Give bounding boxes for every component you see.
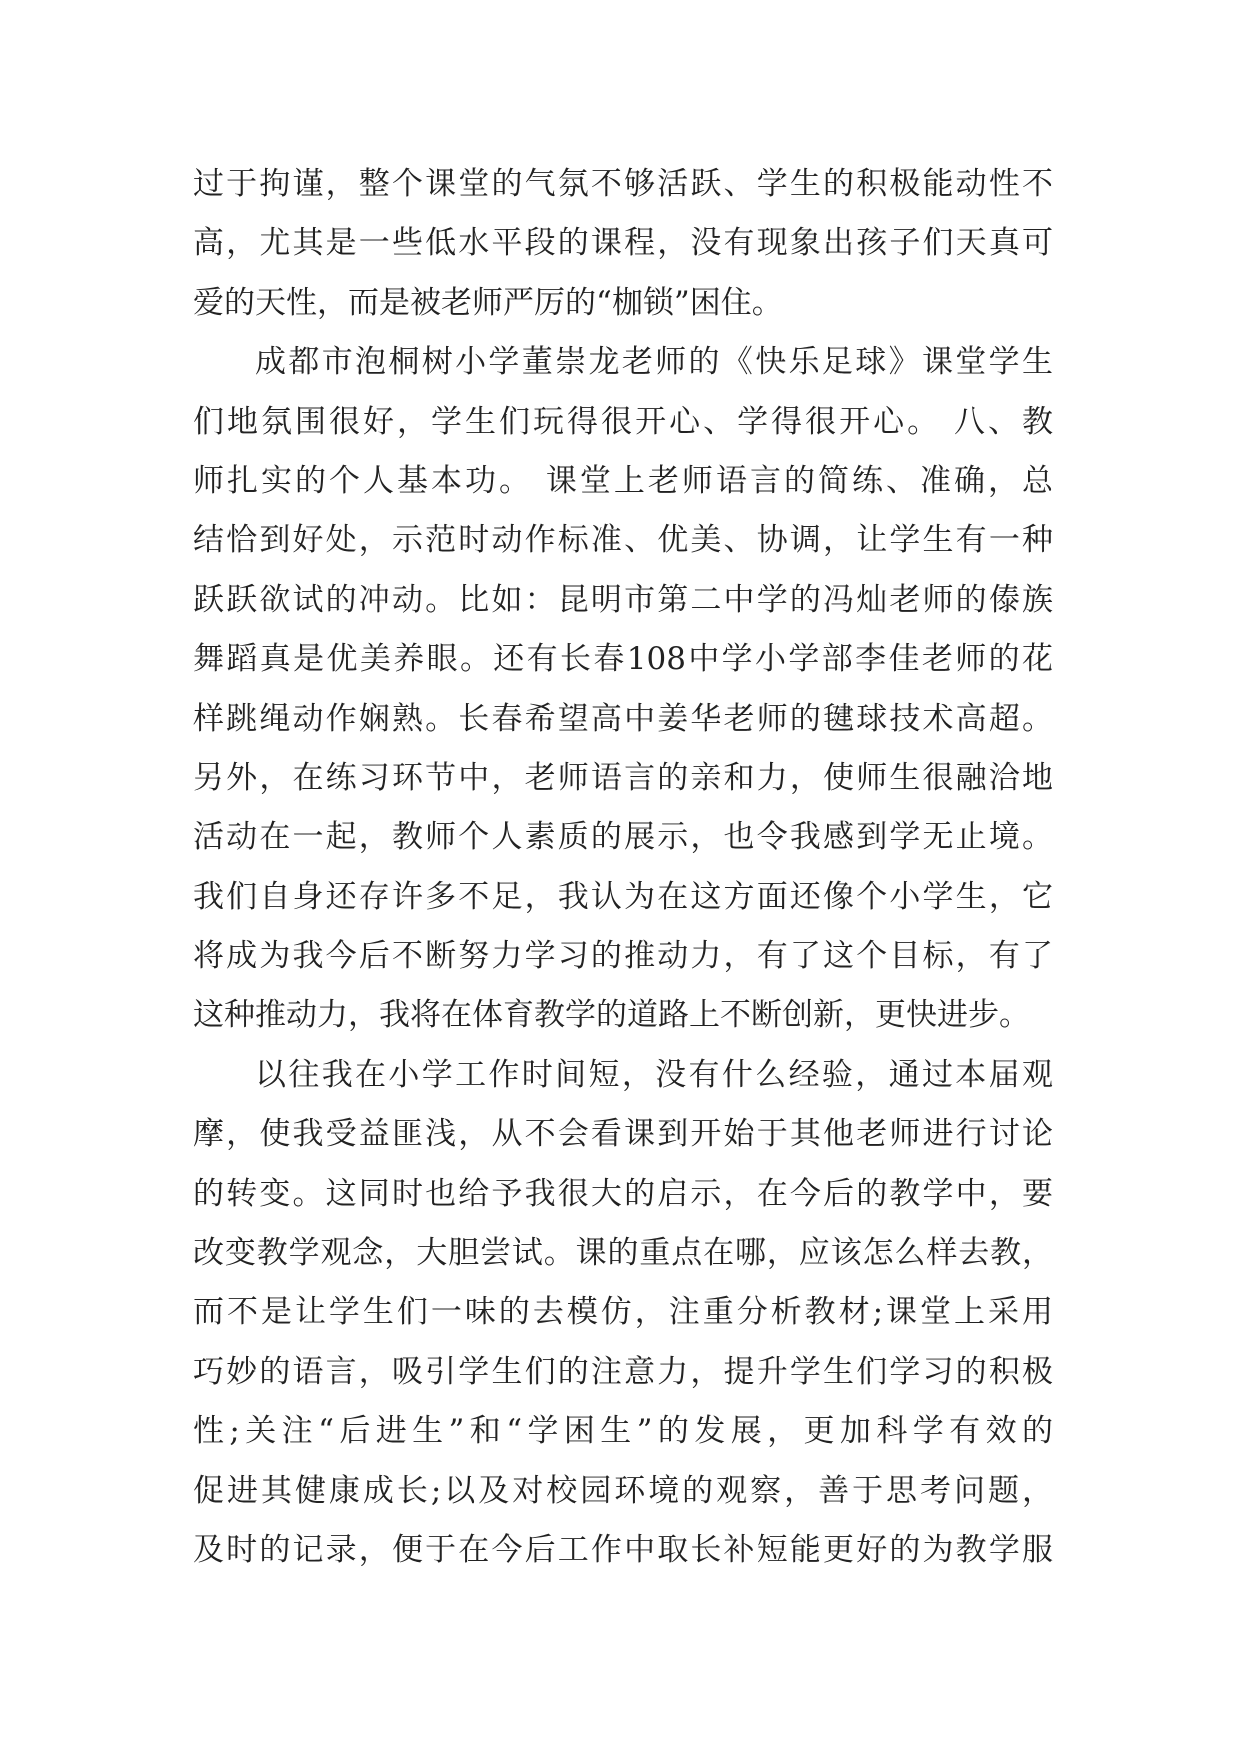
text-line: 我们自身还存许多不足，我认为在这方面还像个小学生，它 [193, 878, 1053, 915]
text-line: 改变教学观念，大胆尝试。课的重点在哪，应该怎么样去教， [193, 1235, 1053, 1272]
text-line: 爱的天性，而是被老师严厉的“枷锁”困住。 [193, 284, 783, 321]
text-line: 跃跃欲试的冲动。比如：昆明市第二中学的冯灿老师的傣族 [193, 581, 1053, 618]
text-line: 活动在一起，教师个人素质的展示，也令我感到学无止境。 [193, 819, 1053, 856]
text-line: 师扎实的个人基本功。 课堂上老师语言的简练、准确，总 [193, 462, 1053, 499]
text-line: 巧妙的语言，吸引学生们的注意力，提升学生们学习的积极 [193, 1353, 1053, 1390]
text-line: 另外，在练习环节中，老师语言的亲和力，使师生很融洽地 [193, 759, 1053, 796]
text-line: 的转变。这同时也给予我很大的启示，在今后的教学中，要 [193, 1175, 1053, 1212]
text-line: 而不是让学生们一味的去模仿，注重分析教材;课堂上采用 [193, 1294, 1053, 1331]
text-line: 摩，使我受益匪浅，从不会看课到开始于其他老师进行讨论 [193, 1116, 1053, 1153]
paragraph [193, 333, 1053, 1046]
text-line: 及时的记录，便于在今后工作中取长补短能更好的为教学服 [193, 1531, 1053, 1568]
text-line: 这种推动力，我将在体育教学的道路上不断创新，更快进步。 [193, 997, 1030, 1034]
text-line: 过于拘谨，整个课堂的气氛不够活跃、学生的积极能动性不 [193, 166, 1053, 202]
paragraph [193, 1046, 1053, 1581]
text-line: 样跳绳动作娴熟。长春希望高中姜华老师的毽球技术高超。 [193, 700, 1053, 737]
paragraph [193, 155, 1053, 333]
text-line: 促进其健康成长;以及对校园环境的观察，善于思考问题， [193, 1472, 1053, 1509]
text-line: 性;关注“后进生”和“学困生”的发展，更加科学有效的 [193, 1413, 1053, 1450]
text-line: 以往我在小学工作时间短，没有什么经验，通过本届观 [255, 1056, 1053, 1093]
text-line: 舞蹈真是优美养眼。还有长春108中学小学部李佳老师的花 [193, 641, 1053, 678]
text-line: 结恰到好处，示范时动作标准、优美、协调，让学生有一种 [193, 522, 1053, 559]
text-line: 成都市泡桐树小学董崇龙老师的《快乐足球》课堂学生 [255, 344, 1053, 381]
text-line: 们地氛围很好，学生们玩得很开心、学得很开心。 八、教 [193, 403, 1053, 440]
body-text [193, 155, 1053, 1580]
text-line: 高，尤其是一些低水平段的课程，没有现象出孩子们天真可 [193, 225, 1053, 262]
text-line: 将成为我今后不断努力学习的推动力，有了这个目标，有了 [193, 938, 1053, 975]
